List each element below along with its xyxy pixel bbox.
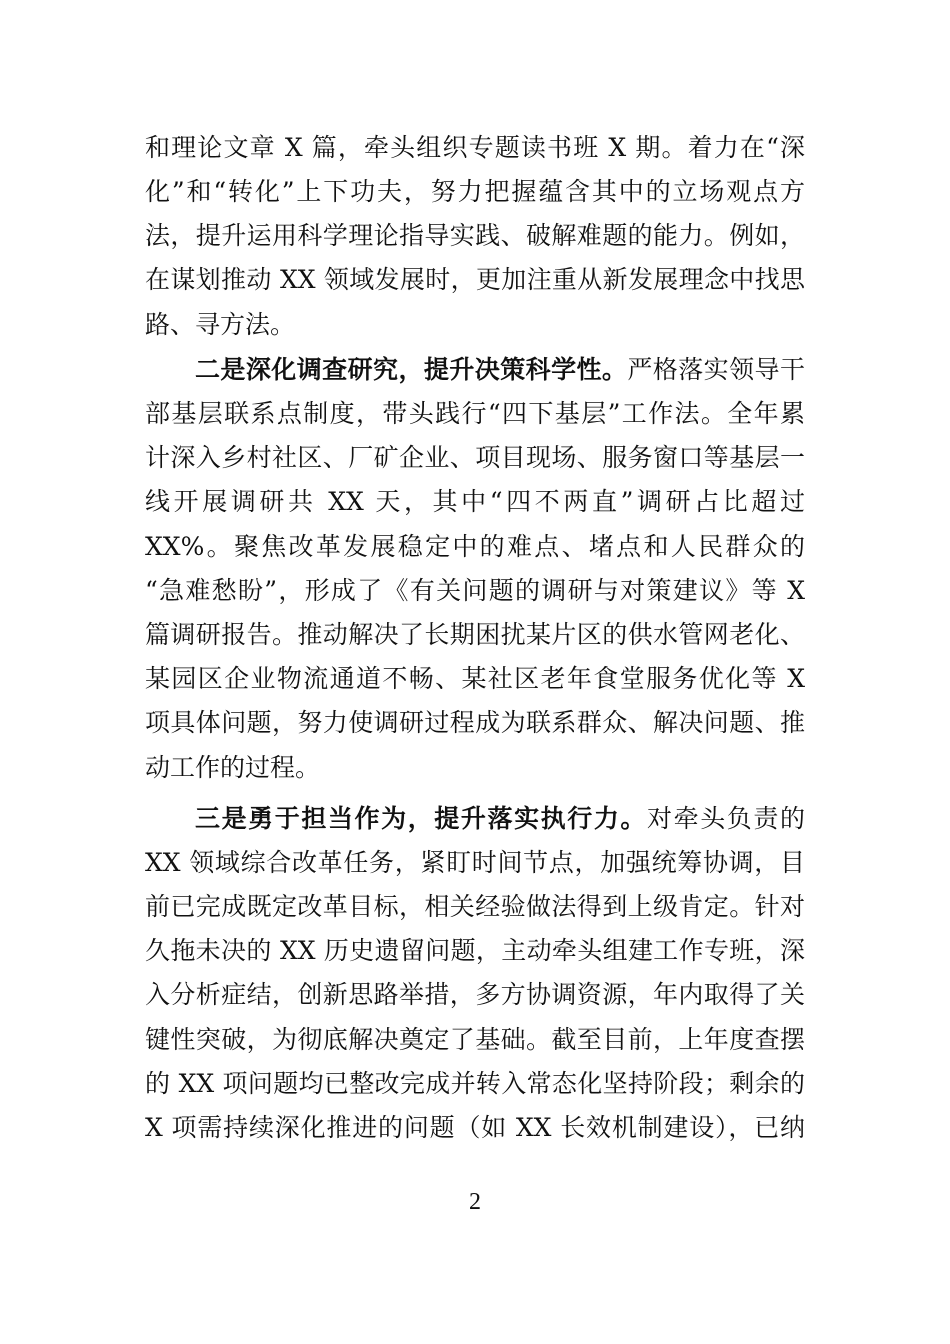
paragraph-3-first-line-text: 对牵头负责的: [647, 804, 805, 833]
page-number: 2: [469, 1189, 481, 1215]
paragraph-2-line-5: XX%。聚焦改革发展稳定中的难点、堵点和人民群众的: [145, 532, 805, 561]
paragraph-3-line-7: 的 XX 项问题均已整改完成并转入常态化坚持阶段；剩余的: [145, 1069, 805, 1098]
paragraph-3-line-4: 久拖未决的 XX 历史遗留问题，主动牵头组建工作专班，深: [145, 936, 805, 965]
paragraph-2-first-line: [195, 348, 805, 392]
paragraph-2-first-line-text: 严格落实领导干: [627, 355, 805, 384]
paragraph-1-line-5: 路、寻方法。: [145, 310, 296, 339]
paragraph-3-line-3: 前已完成既定改革目标，相关经验做法得到上级肯定。针对: [145, 892, 805, 921]
paragraph-1-line-3: 法，提升运用科学理论指导实践、破解难题的能力。例如，: [145, 221, 805, 250]
paragraph-3-heading: 三是勇于担当作为，提升落实执行力。: [195, 804, 648, 833]
paragraph-3-first-line: [195, 797, 805, 841]
paragraph-2-line-10: 动工作的过程。: [145, 753, 321, 782]
paragraph-2-line-6: “急难愁盼”，形成了《有关问题的调研与对策建议》等 X: [145, 576, 805, 605]
paragraph-2-heading: 二是深化调查研究，提升决策科学性。: [195, 355, 628, 384]
paragraph-3-line-5: 入分析症结，创新思路举措，多方协调资源，年内取得了关: [145, 980, 805, 1009]
paragraph-2-line-7: 篇调研报告。推动解决了长期困扰某片区的供水管网老化、: [145, 620, 805, 649]
paragraph-1-line-2: 化”和“转化”上下功夫，努力把握蕴含其中的立场观点方: [145, 177, 805, 206]
paragraph-1-line-4: 在谋划推动 XX 领域发展时，更加注重从新发展理念中找思: [145, 265, 805, 294]
paragraph-3-line-2: XX 领域综合改革任务，紧盯时间节点，加强统筹协调，目: [145, 848, 805, 877]
paragraph-3-line-6: 键性突破，为彻底解决奠定了基础。截至目前，上年度查摆: [145, 1025, 805, 1054]
paragraph-2-line-3: 计深入乡村社区、厂矿企业、项目现场、服务窗口等基层一: [145, 443, 805, 472]
paragraph-2-line-9: 项具体问题，努力使调研过程成为联系群众、解决问题、推: [145, 708, 805, 737]
paragraph-1-line-1: 和理论文章 X 篇，牵头组织专题读书班 X 期。着力在“深: [145, 133, 805, 162]
paragraph-3-line-8: X 项需持续深化推进的问题（如 XX 长效机制建设），已纳: [145, 1113, 805, 1142]
paragraph-2-line-4: 线开展调研共 XX 天，其中“四不两直”调研占比超过: [145, 487, 805, 516]
paragraph-2-line-8: 某园区企业物流通道不畅、某社区老年食堂服务优化等 X: [145, 664, 805, 693]
paragraph-2-line-2: 部基层联系点制度，带头践行“四下基层”工作法。全年累: [145, 399, 805, 428]
